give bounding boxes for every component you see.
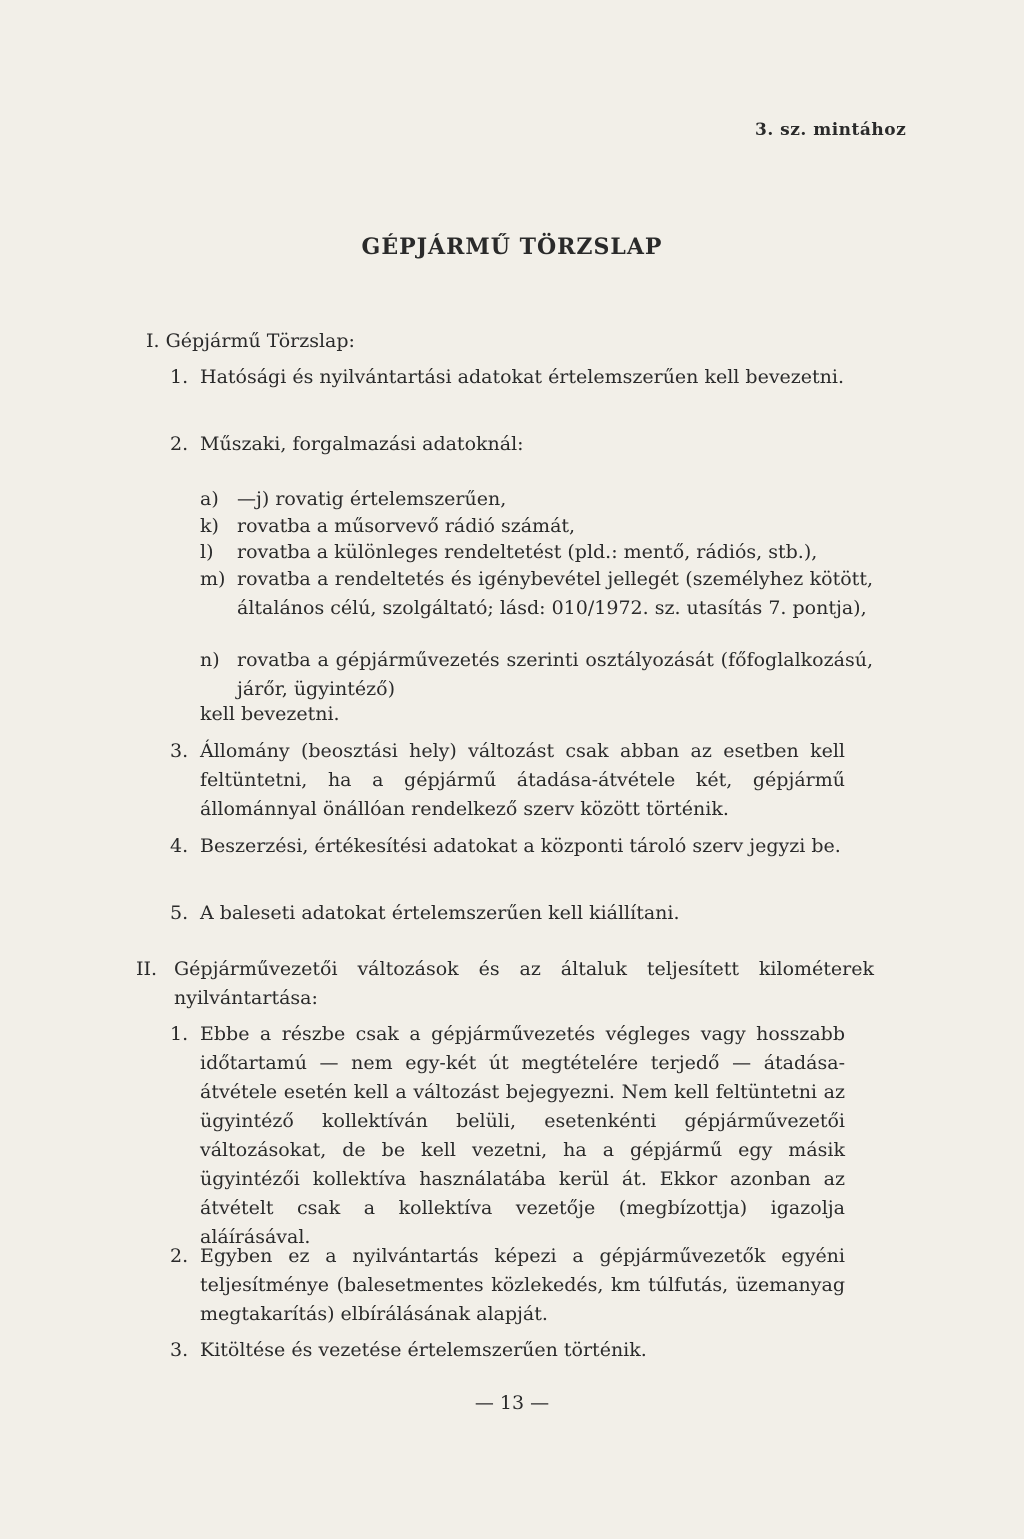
list-item: [170, 832, 850, 892]
section-2-heading: II. Gépjárművezetői változások és az általuk teljesített kilométerek nyilvántartása:: [136, 958, 874, 1009]
list-item: [170, 363, 850, 423]
item-text: Kitöltése és vezetése értelemszerűen történik.: [200, 1339, 647, 1361]
sub-item-label: n): [200, 649, 220, 671]
list-item: [170, 430, 850, 460]
list-item: [170, 1336, 850, 1366]
list-item: [170, 1020, 850, 1248]
form-reference: 3. sz. mintához: [755, 120, 907, 140]
item-text: Ebbe a részbe csak a gépjárművezetés végleges vagy hosszabb időtartamú — nem egy-két út megtételére terjedő — átadása-átvétele esetén kell a változást bejegyezni. Nem kell feltüntetni az ügyintéző kollektíván belüli, esetenkénti gépjárművezetői változásokat, de be kell vezetni, ha a gépjármű egy másik ügyintézői kollektíva használatába kerül át. Ekkor azonban az átvételt csak a kollektíva vezetője (megbízottja) igazolja aláírásával.: [200, 1023, 845, 1248]
item-text: A baleseti adatokat értelemszerűen kell kiállítani.: [200, 902, 680, 924]
list-item: [170, 737, 850, 827]
section-1-heading: I. Gépjármű Törzslap:: [146, 330, 355, 352]
sub-item-text: rovatba a rendeltetés és igénybevétel jellegét (személyhez kötött, általános célú, szolgáltató; lásd: 010/1972. sz. utasítás 7. pontja),: [237, 568, 873, 619]
sub-item-text: rovatba a műsorvevő rádió számát,: [237, 515, 576, 537]
item-text: Állomány (beosztási hely) változást csak abban az esetben kell feltüntetni, ha a gépjármű átadása-átvétele két, gépjármű állománnyal önállóan rendelkező szerv között történik.: [200, 740, 845, 820]
item-text: Hatósági és nyilvántartási adatokat értelemszerűen kell bevezetni.: [200, 366, 845, 388]
sub-item: [200, 646, 875, 706]
list-item: [170, 899, 850, 929]
sub-item-text: —j) rovatig értelemszerűen,: [237, 488, 507, 510]
item-text: Beszerzési, értékesítési adatokat a központi tároló szerv jegyzi be.: [200, 835, 841, 857]
sub-item: [200, 538, 875, 568]
item-number: 1.: [170, 366, 189, 388]
item-number: 5.: [170, 902, 189, 924]
sub-item-label: l): [200, 541, 214, 563]
sub-item: [200, 565, 875, 653]
item-number: 2.: [170, 433, 189, 455]
sub-item-label: a): [200, 488, 219, 510]
page-title: GÉPJÁRMŰ TÖRZSLAP: [361, 234, 663, 260]
sub-item-label: m): [200, 568, 226, 590]
item-number: 3.: [170, 1339, 189, 1361]
item-number: 4.: [170, 835, 189, 857]
item-number: 3.: [170, 740, 189, 762]
item-number: 1.: [170, 1023, 189, 1045]
item-text: Egyben ez a nyilvántartás képezi a gépjárművezetők egyéni teljesítménye (balesetmentes közlekedés, km túlfutás, üzemanyag megtakarítás) elbírálásának alapját.: [200, 1245, 845, 1325]
item-number: 2.: [170, 1245, 189, 1267]
item-text: Műszaki, forgalmazási adatoknál:: [200, 433, 524, 455]
sub-item: [200, 485, 875, 515]
sub-item-text: rovatba a különleges rendeltetést (pld.: mentő, rádiós, stb.),: [237, 541, 818, 563]
sub-item-text: rovatba a gépjárművezetés szerinti osztályozását (főfoglalkozású, járőr, ügyintéző): [237, 649, 873, 700]
list-item: [170, 1242, 850, 1332]
sub-items-closing: kell bevezetni.: [200, 703, 340, 725]
page-number: — 13 —: [474, 1392, 550, 1414]
sub-item-label: k): [200, 515, 219, 537]
